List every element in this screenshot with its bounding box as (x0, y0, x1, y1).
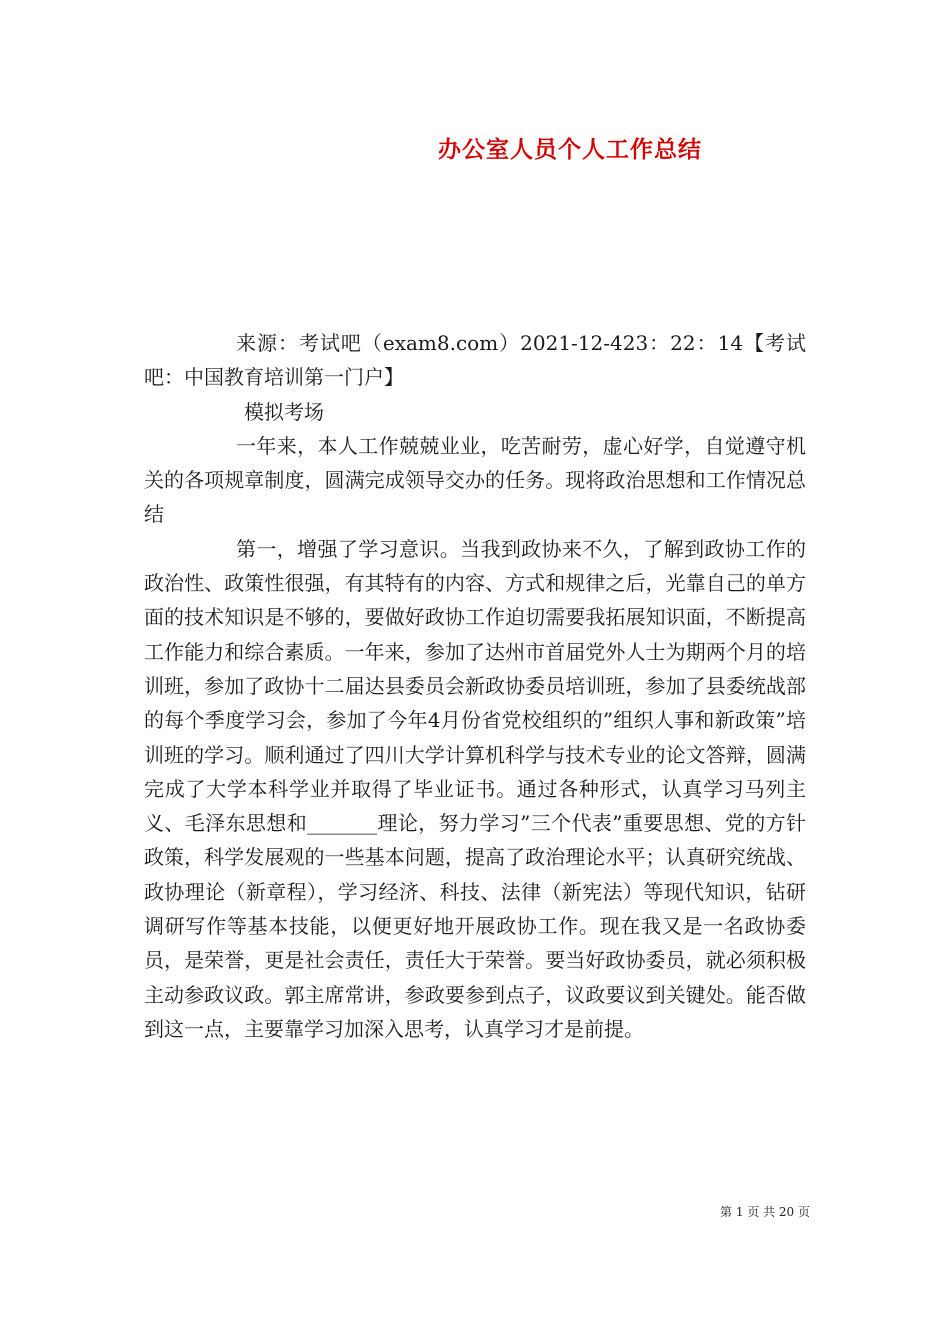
document-title: 办公室人员个人工作总结 (438, 136, 702, 163)
document-body (144, 326, 806, 1046)
body-paragraph-1: 第一，增强了学习意识。当我到政协来不久，了解到政协工作的政治性、政策性很强，有其特有的内容、方式和规律之后，光靠自己的单方面的技术知识是不够的，要做好政协工作迫切需要我拓展知识面，不断提高工作能力和综合素质。一年来，参加了达州市首届党外人士为期两个月的培训班，参加了政协十二届达县委员会新政协委员培训班，参加了县委统战部的每个季度学习会，参加了今年4月份省党校组织的”组织人事和新政策”培训班的学习。顺利通过了四川大学计算机科学与技术专业的论文答辩，圆满完成了大学本科学业并取得了毕业证书。通过各种形式，认真学习马列主义、毛泽东思想和_______理论，努力学习”三个代表”重要思想、党的方针政策，科学发展观的一些基本问题，提高了政治理论水平；认真研究统战、政协理论（新章程），学习经济、科技、法律（新宪法）等现代知识，钻研调研写作等基本技能，以便更好地开展政协工作。现在我又是一名政协委员，是荣誉，更是社会责任，责任大于荣誉。要当好政协委员，就必须积极主动参政议政。郭主席常讲，参政要参到点子，议政要议到关键处。能否做到这一点，主要靠学习加深入思考，认真学习才是前提。 (144, 536, 806, 1041)
section-label: 模拟考场 (244, 399, 324, 424)
intro-paragraph: 一年来，本人工作兢兢业业，吃苦耐劳，虚心好学，自觉遵守机关的各项规章制度，圆满完成领导交办的任务。现将政治思想和工作情况总结 (144, 433, 806, 527)
page-indicator: 第 1 页 共 20 页 (720, 1205, 810, 1219)
source-line: 来源：考试吧（exam8.com）2021-12-423：22：14【考试吧：中国教育培训第一门户】 (144, 331, 806, 390)
